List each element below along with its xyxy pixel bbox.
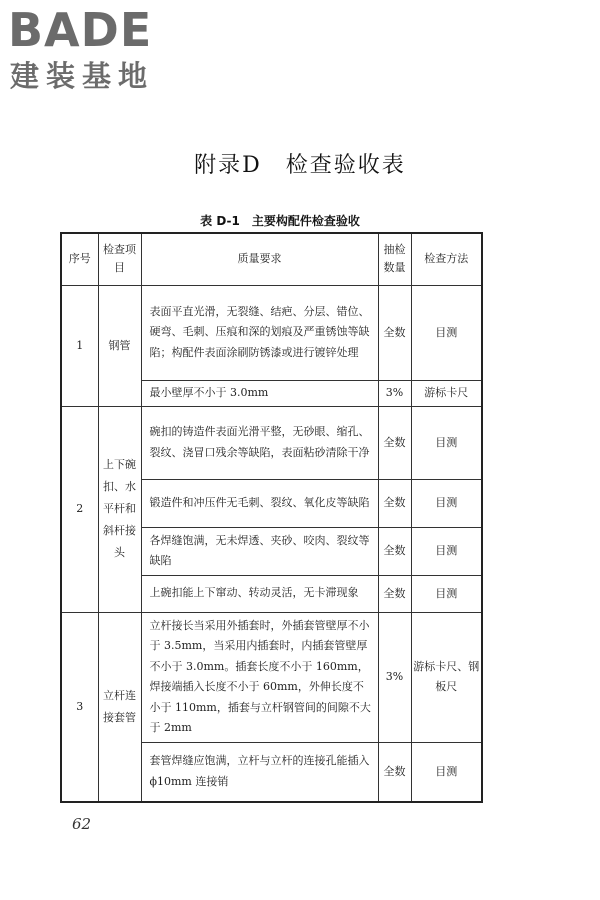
row-number: 1 bbox=[61, 285, 98, 406]
page-number: 62 bbox=[72, 815, 92, 833]
table-header-row bbox=[61, 233, 482, 285]
quality-requirement: 立杆接长当采用外插套时，外插套管壁厚不小于 3.5mm，当采用内插套时，内插套管壁厚不小于 3.0mm。插套长度不小于 160mm，焊接端插入长度不小于 60mm，外伸长度不小于 110mm，插套与立杆钢管间的间隙不大于 2mm bbox=[141, 612, 378, 742]
quality-requirement: 各焊缝饱满，无未焊透、夹砂、咬肉、裂纹等缺陷 bbox=[141, 527, 378, 575]
header-req: 质量要求 bbox=[141, 233, 378, 285]
check-item: 钢管 bbox=[98, 285, 141, 406]
quality-requirement: 碗扣的铸造件表面光滑平整，无砂眼、缩孔、裂纹、浇冒口残余等缺陷，表面粘砂清除干净 bbox=[141, 406, 378, 479]
sample-quantity: 全数 bbox=[378, 479, 411, 527]
page-title: 附录D 检查验收表 bbox=[194, 153, 406, 178]
check-method: 目测 bbox=[411, 479, 482, 527]
check-item: 上下碗扣、水平杆和斜杆接头 bbox=[98, 406, 141, 612]
inspection-table bbox=[60, 232, 483, 803]
check-method: 目测 bbox=[411, 527, 482, 575]
header-item: 检查项目 bbox=[98, 233, 141, 285]
row-number: 2 bbox=[61, 406, 98, 612]
quality-requirement: 表面平直光滑，无裂缝、结疤、分层、错位、硬弯、毛刺、压痕和深的划痕及严重锈蚀等缺陷；构配件表面涂刷防锈漆或进行镀锌处理 bbox=[141, 285, 378, 380]
check-method: 目测 bbox=[411, 285, 482, 380]
sample-quantity: 全数 bbox=[378, 406, 411, 479]
row-number: 3 bbox=[61, 612, 98, 802]
quality-requirement: 上碗扣能上下窜动、转动灵活，无卡滞现象 bbox=[141, 575, 378, 612]
logo-subtitle: 建装基地 bbox=[10, 59, 155, 93]
table-row bbox=[61, 285, 482, 380]
sample-quantity: 全数 bbox=[378, 527, 411, 575]
quality-requirement: 锻造件和冲压件无毛刺、裂纹、氧化皮等缺陷 bbox=[141, 479, 378, 527]
sample-quantity: 全数 bbox=[378, 285, 411, 380]
header-no: 序号 bbox=[61, 233, 98, 285]
check-method: 目测 bbox=[411, 406, 482, 479]
sample-quantity: 3% bbox=[378, 612, 411, 742]
sample-quantity: 全数 bbox=[378, 575, 411, 612]
quality-requirement: 最小壁厚不小于 3.0mm bbox=[141, 380, 378, 406]
sample-quantity: 全数 bbox=[378, 742, 411, 802]
logo bbox=[8, 3, 178, 98]
table-caption: 表 D-1 主要构配件检查验收 bbox=[200, 214, 360, 228]
table-row bbox=[61, 406, 482, 479]
check-method: 目测 bbox=[411, 742, 482, 802]
check-method: 目测 bbox=[411, 575, 482, 612]
sample-quantity: 3% bbox=[378, 380, 411, 406]
check-method: 游标卡尺 bbox=[411, 380, 482, 406]
check-method: 游标卡尺、钢板尺 bbox=[411, 612, 482, 742]
logo-wordmark: BADE bbox=[8, 3, 153, 57]
header-sample: 抽检数量 bbox=[378, 233, 411, 285]
quality-requirement: 套管焊缝应饱满，立杆与立杆的连接孔能插入 ϕ10mm 连接销 bbox=[141, 742, 378, 802]
table-row bbox=[61, 612, 482, 742]
header-method: 检查方法 bbox=[411, 233, 482, 285]
check-item: 立杆连接套管 bbox=[98, 612, 141, 802]
